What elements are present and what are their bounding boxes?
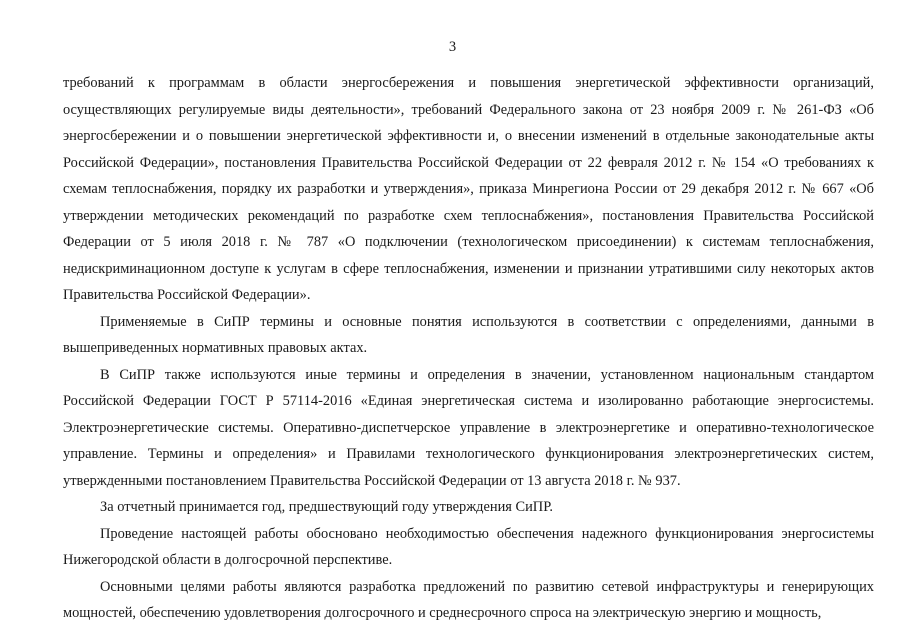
paragraph-justification: Проведение настоящей работы обосновано необходимостью обеспечения надежного функционирования энергосистемы Нижегородской области в долгосрочной перспективе.	[63, 525, 874, 568]
page-number: 3	[448, 39, 457, 55]
paragraph-goals: Основными целями работы являются разработка предложений по развитию сетевой инфраструктуры и генерирующих мощностей, обеспечению удовлетворения долгосрочного и среднесрочного спроса на электрическую энергию и мощность,	[63, 578, 874, 621]
paragraph-definitions: В СиПР также используются иные термины и определения в значении, установленном национальным стандартом Российской Федерации ГОСТ Р 57114-2016 «Единая энергетическая система и изолированно работающие энергосистемы. Электроэнергетические системы. Оперативно-диспетчерское управление в электроэнергетике и оперативно-технологическое управление. Термины и определения» и Правилами технологического функционирования электроэнергетических систем, утвержденными постановлением Правительства Российской Федерации от 13 августа 2018 г. № 937.	[63, 366, 874, 489]
paragraph-continuation: требований к программам в области энергосбережения и повышения энергетической эффективности организаций, осуществляющих регулируемые виды деятельности», требований Федерального закона от 23 ноября 2009 г. № 261-ФЗ «Об энергосбережении и о повышении энергетической эффективности и, о внесении изменений в отдельные законодательные акты Российской Федерации», постановления Правительства Российской Федерации от 22 февраля 2012 г. № 154 «О требованиях к схемам теплоснабжения, порядку их разработки и утверждения», приказа Минрегиона России от 29 декабря 2012 г. № 667 «Об утверждении методических рекомендаций по разработке схем теплоснабжения», постановления Правительства Российской Федерации от 5 июля 2018 г. № 787 «О подключении (технологическом присоединении) к системам теплоснабжения, недискриминационном доступе к услугам в сфере теплоснабжения, изменении и признании утратившими силу некоторых актов Правительства Российской Федерации».	[63, 75, 874, 303]
paragraph-reporting-year: За отчетный принимается год, предшествующий году утверждения СиПР.	[100, 499, 553, 515]
document-body	[63, 70, 874, 627]
paragraph-terms: Применяемые в СиПР термины и основные понятия используются в соответствии с определениями, данными в вышеприведенных нормативных правовых актах.	[63, 313, 874, 356]
